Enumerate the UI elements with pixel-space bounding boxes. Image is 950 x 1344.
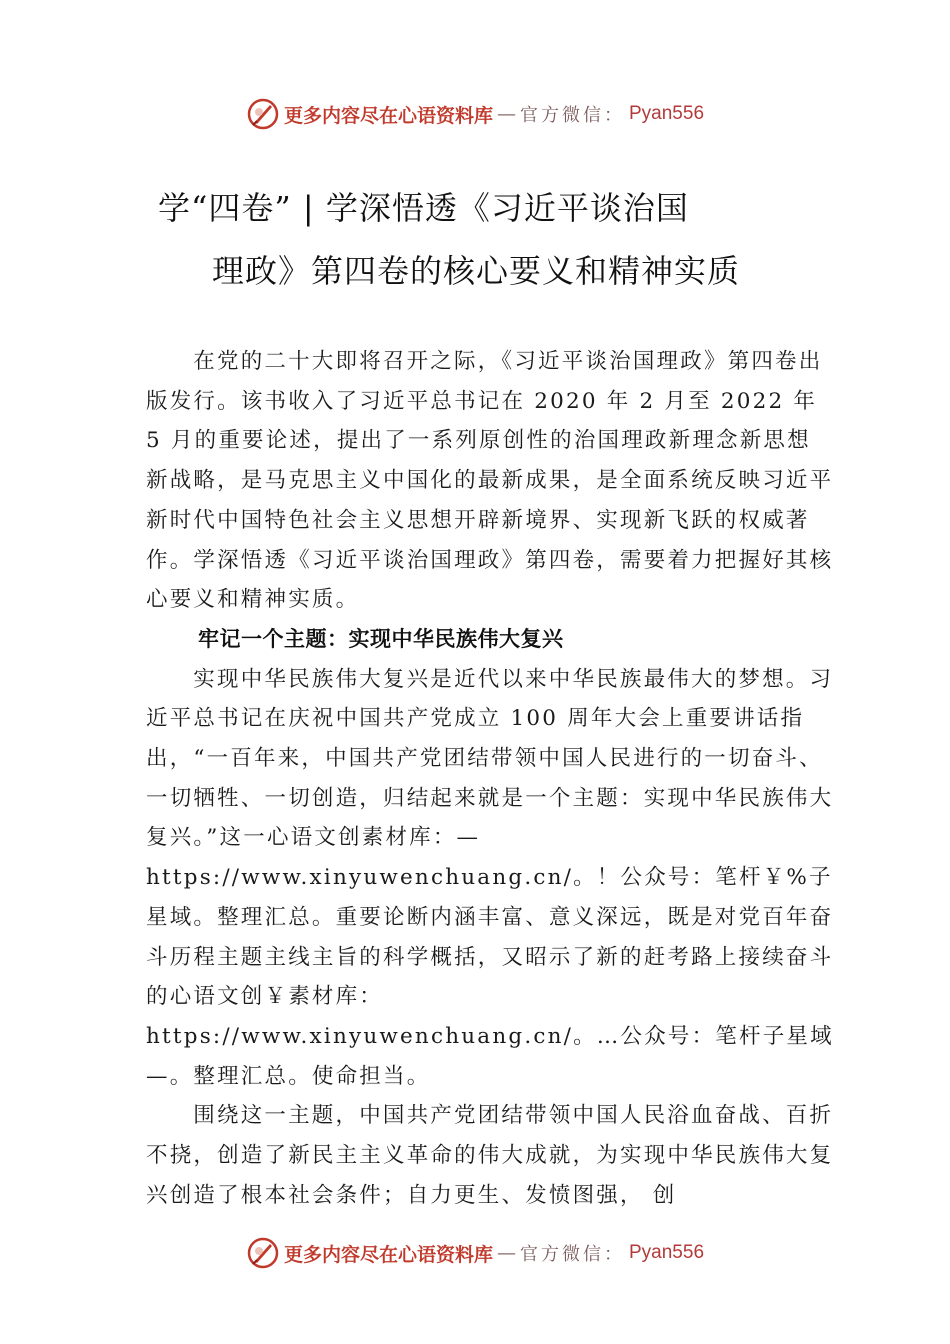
paragraph-continuation: 围绕这一主题，中国共产党团结带领中国人民浴血奋战、百折不挠，创造了新民主主义革命的伟大成就，为实现中华民族伟大复兴创造了根本社会条件；自力更生、发愤图强， 创 bbox=[146, 1103, 834, 1208]
watermark-main-text: 更多内容尽在心语资料库 bbox=[283, 1243, 493, 1266]
watermark-label: 官方微信： bbox=[520, 1244, 625, 1265]
paragraph-theme: 实现中华民族伟大复兴是近代以来中华民族最伟大的梦想。习近平总书记在庆祝中国共产党成立 100 周年大会上重要讲话指出，“一百年来，中国共产党团结带领中国人民进行的一切奋斗、一切牺牲、一切创造，归结起来就是一个主题：实现中华民族伟大复兴。”这一心语文创素材库：—https://www.xinyuwenchuang.cn/。！公众号：笔杆￥%子星域。整理汇总。重要论断内涵丰富、意义深远，既是对党百年奋斗历程主题主线主旨的科学概括，又昭示了新的赶考路上接续奋斗的心语文创￥素材库：https://www.xinyuwenchuang.cn/。…公众号：笔杆子星域—。整理汇总。使命担当。 bbox=[146, 666, 834, 1089]
watermark-main-text: 更多内容尽在心语资料库 bbox=[283, 104, 493, 127]
header-watermark bbox=[0, 94, 950, 134]
document-title-line-1: 学“四卷” | 学深悟透《习近平谈治国 bbox=[158, 189, 689, 227]
watermark-wechat-id: Pyan556 bbox=[629, 103, 705, 124]
document-title-line-2: 理政》第四卷的核心要义和精神实质 bbox=[212, 252, 741, 290]
document-body bbox=[146, 342, 834, 1215]
watermark-dash: — bbox=[497, 1242, 516, 1264]
quill-logo-icon bbox=[246, 97, 280, 131]
watermark-label: 官方微信： bbox=[520, 105, 625, 126]
footer-watermark bbox=[0, 1233, 950, 1273]
section-heading: 牢记一个主题：实现中华民族伟大复兴 bbox=[198, 626, 564, 651]
watermark-dash: — bbox=[497, 103, 516, 125]
paragraph-intro: 在党的二十大即将召开之际，《习近平谈治国理政》第四卷出版发行。该书收入了习近平总书记在 2020 年 2 月至 2022 年 5 月的重要论述，提出了一系列原创性的治国理政新理念新思想新战略，是马克思主义中国化的最新成果，是全面系统反映习近平新时代中国特色社会主义思想开辟新境界、实现新飞跃的权威著作。学深悟透《习近平谈治国理政》第四卷，需要着力把握好其核心要义和精神实质。 bbox=[146, 349, 834, 613]
quill-logo-icon bbox=[246, 1236, 280, 1270]
watermark-wechat-id: Pyan556 bbox=[629, 1242, 705, 1263]
